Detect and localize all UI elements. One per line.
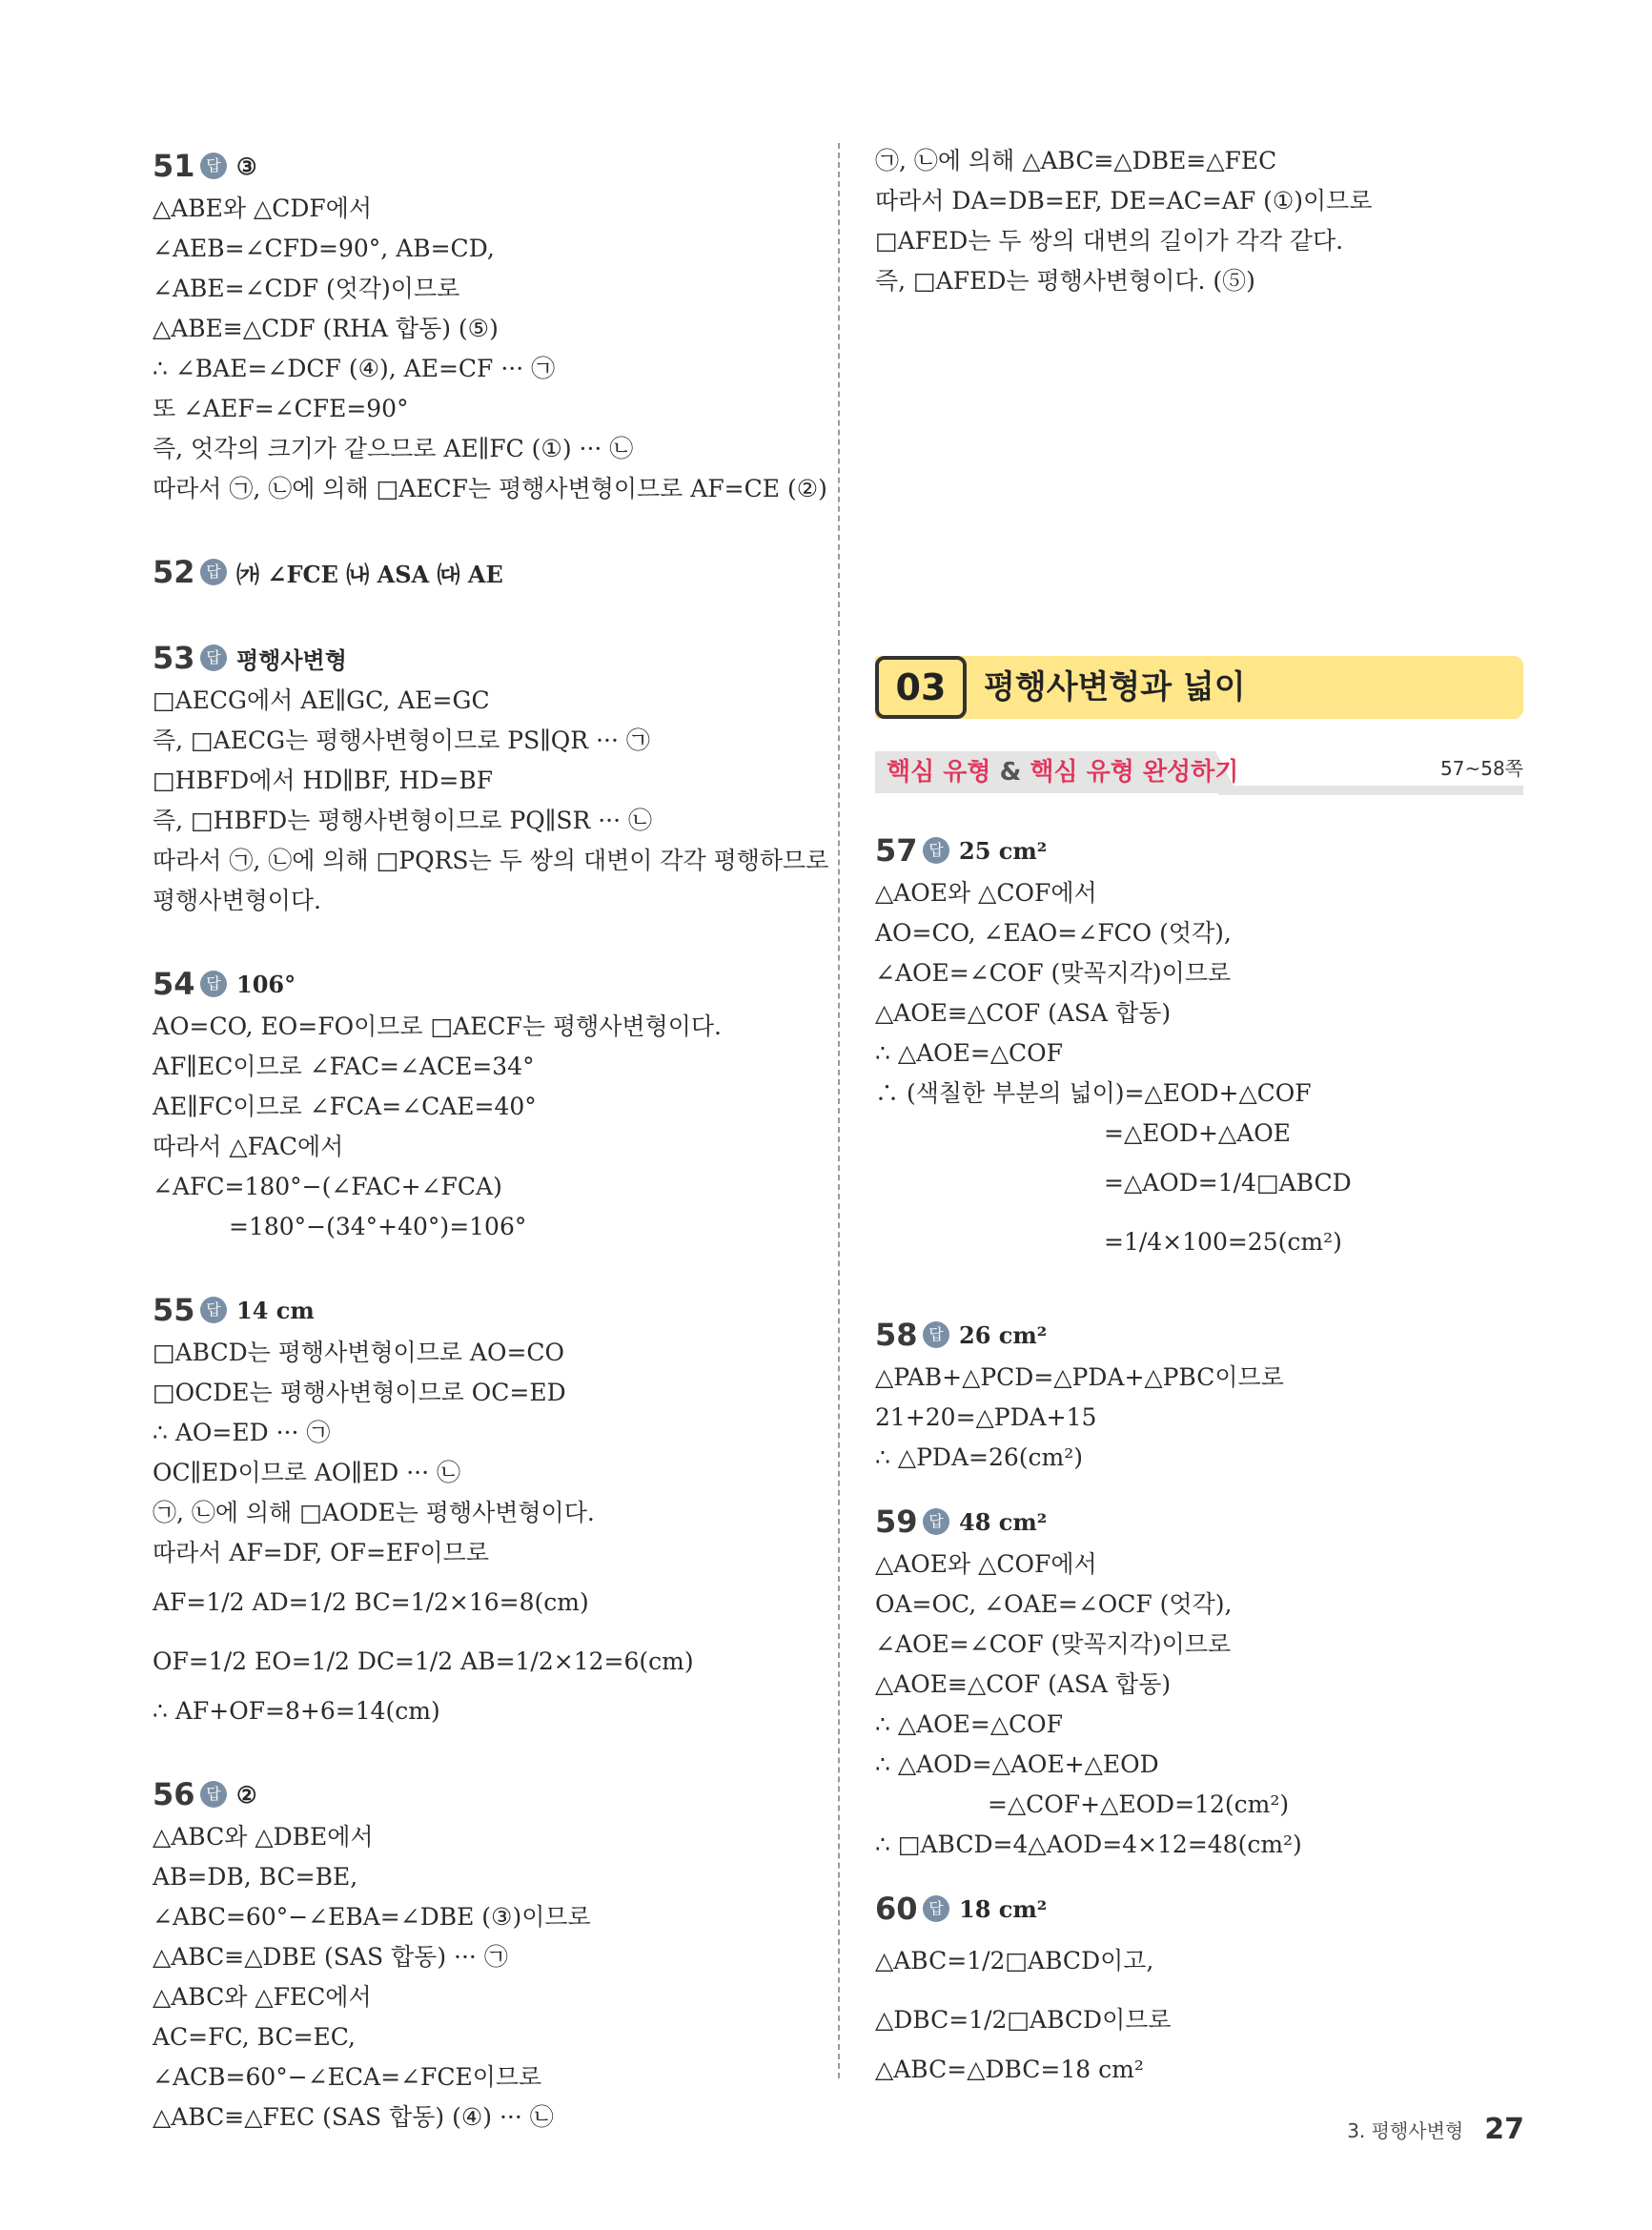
column-divider bbox=[838, 143, 840, 2078]
solution-line: ∴ (색칠한 부분의 넓이)=△EOD+△COF bbox=[875, 1079, 1312, 1107]
problem-59 bbox=[875, 1499, 1523, 1865]
solution-line: AO=CO, EO=FO이므로 □AECF는 평행사변형이다. bbox=[153, 1013, 722, 1040]
solution-line: 즉, □AECG는 평행사변형이므로 PS∥QR ··· ㉠ bbox=[153, 726, 650, 754]
solution-line: ∠ABC=60°−∠EBA=∠DBE (③)이므로 bbox=[153, 1903, 591, 1931]
solution-line: △ABC=1/2□ABCD이고, bbox=[875, 1947, 1154, 1974]
solution-line: ∴ △AOE=△COF bbox=[875, 1039, 1064, 1067]
solution-line: OA=OC, ∠OAE=∠OCF (엇각), bbox=[875, 1590, 1233, 1618]
solution-line: △AOE≡△COF (ASA 합동) bbox=[875, 999, 1172, 1027]
solution-line: 평행사변형이다. bbox=[153, 887, 321, 914]
problem-53 bbox=[153, 635, 829, 921]
solution-line: ∠AFC=180°−(∠FAC+∠FCA) bbox=[153, 1173, 502, 1200]
solution-line: □OCDE는 평행사변형이므로 OC=ED bbox=[153, 1379, 566, 1406]
problem-57 bbox=[875, 828, 1523, 1272]
answer: 106° bbox=[236, 970, 296, 998]
problem-55 bbox=[153, 1287, 820, 1731]
solution-line: △AOE와 △COF에서 bbox=[875, 1550, 1097, 1578]
solution-line: AF=1/2 AD=1/2 BC=1/2×16=8(cm) bbox=[153, 1588, 589, 1616]
answer-badge-icon: 답 bbox=[200, 559, 227, 585]
solution-line: AE∥FC이므로 ∠FCA=∠CAE=40° bbox=[153, 1093, 537, 1120]
problem-56 bbox=[153, 1771, 820, 2138]
problem-number: 51 bbox=[153, 148, 195, 184]
answer-badge-icon: 답 bbox=[923, 837, 949, 864]
solution-line: △ABC≡△FEC (SAS 합동) (④) ··· ㉡ bbox=[153, 2103, 554, 2131]
solution-line: ∴ △AOE=△COF bbox=[875, 1710, 1064, 1738]
answer: 18 cm² bbox=[959, 1894, 1048, 1923]
solution-line: □AECG에서 AE∥GC, AE=GC bbox=[153, 686, 490, 714]
solution-line: △DBC=1/2□ABCD이므로 bbox=[875, 2006, 1172, 2034]
solution-line: △AOE와 △COF에서 bbox=[875, 879, 1097, 907]
section-number: 03 bbox=[875, 656, 967, 719]
solution-line: ∠AOE=∠COF (맞꼭지각)이므로 bbox=[875, 1630, 1232, 1658]
solution-line: OF=1/2 EO=1/2 DC=1/2 AB=1/2×12=6(cm) bbox=[153, 1647, 694, 1675]
answer: 25 cm² bbox=[959, 836, 1048, 865]
solution-line: ∴ AO=ED ··· ㉠ bbox=[153, 1419, 331, 1446]
subsection-header bbox=[875, 751, 1523, 793]
answer-badge-icon: 답 bbox=[923, 1321, 949, 1348]
solution-line: △PAB+△PCD=△PDA+△PBC이므로 bbox=[875, 1363, 1284, 1391]
solution-line: △ABC=△DBC=18 cm² bbox=[875, 2056, 1144, 2083]
solution-line: AB=DB, BC=BE, bbox=[153, 1863, 358, 1891]
page-number: 27 bbox=[1484, 2113, 1524, 2146]
page-footer bbox=[1347, 2113, 1524, 2146]
solution-line: 따라서 ㉠, ㉡에 의해 □PQRS는 두 쌍의 대변이 각각 평행하므로 bbox=[153, 847, 829, 874]
solution-line: ∠ABE=∠CDF (엇각)이므로 bbox=[153, 275, 460, 302]
answer: ㈎ ∠FCE ㈏ ASA ㈐ AE bbox=[236, 560, 503, 588]
problem-number: 54 bbox=[153, 966, 195, 1002]
problem-number: 60 bbox=[875, 1891, 918, 1927]
solution-line: 따라서 DA=DB=EF, DE=AC=AF (①)이므로 bbox=[875, 187, 1373, 215]
section-title: 평행사변형과 넓이 bbox=[984, 668, 1246, 706]
answer: ③ bbox=[236, 152, 257, 180]
answer: 14 cm bbox=[236, 1296, 315, 1324]
section-header bbox=[875, 656, 1523, 719]
solution-line: ㉠, ㉡에 의해 □AODE는 평행사변형이다. bbox=[153, 1499, 595, 1526]
solution-line: =△AOD=1/4□ABCD bbox=[1104, 1169, 1352, 1197]
solution-line: AC=FC, BC=EC, bbox=[153, 2023, 356, 2051]
solution-line: □AFED는 두 쌍의 대변의 길이가 각각 같다. bbox=[875, 227, 1344, 255]
solution-line: =180°−(34°+40°)=106° bbox=[229, 1213, 527, 1240]
answer: 평행사변형 bbox=[236, 645, 347, 674]
solution-line: ∴ □ABCD=4△AOD=4×12=48(cm²) bbox=[875, 1831, 1302, 1858]
solution-line: □ABCD는 평행사변형이므로 AO=CO bbox=[153, 1339, 565, 1366]
solution-line: 따라서 △FAC에서 bbox=[153, 1133, 344, 1160]
problem-number: 56 bbox=[153, 1776, 195, 1812]
answer-badge-icon: 답 bbox=[200, 644, 227, 671]
problem-number: 55 bbox=[153, 1292, 195, 1328]
solution-line: 따라서 AF=DF, OF=EF이므로 bbox=[153, 1539, 489, 1566]
problem-number: 53 bbox=[153, 640, 195, 676]
chapter-label: 3. 평행사변형 bbox=[1347, 2119, 1464, 2142]
solution-line: 또 ∠AEF=∠CFE=90° bbox=[153, 395, 409, 422]
solution-line: ∠AEB=∠CFD=90°, AB=CD, bbox=[153, 235, 495, 262]
problem-54 bbox=[153, 961, 820, 1247]
problem-60 bbox=[875, 1886, 1523, 2090]
solution-line: △ABE와 △CDF에서 bbox=[153, 194, 373, 222]
solution-line: ∠AOE=∠COF (맞꼭지각)이므로 bbox=[875, 959, 1232, 987]
solution-line: ∴ △PDA=26(cm²) bbox=[875, 1443, 1083, 1471]
right-column bbox=[875, 828, 1523, 2090]
solution-line: ∠ACB=60°−∠ECA=∠FCE이므로 bbox=[153, 2063, 542, 2091]
solution-line: 즉, □HBFD는 평행사변형이므로 PQ∥SR ··· ㉡ bbox=[153, 807, 653, 834]
answer-badge-icon: 답 bbox=[200, 1781, 227, 1808]
solution-line: ∴ ∠BAE=∠DCF (④), AE=CF ··· ㉠ bbox=[153, 355, 556, 382]
problem-52 bbox=[153, 549, 820, 595]
answer-badge-icon: 답 bbox=[200, 1297, 227, 1323]
solution-line: =1/4×100=25(cm²) bbox=[1104, 1228, 1342, 1256]
problem-58 bbox=[875, 1312, 1523, 1478]
answer-badge-icon: 답 bbox=[923, 1508, 949, 1535]
right-column-continuation bbox=[875, 141, 1523, 301]
answer-badge-icon: 답 bbox=[923, 1895, 949, 1922]
solution-line: OC∥ED이므로 AO∥ED ··· ㉡ bbox=[153, 1459, 460, 1486]
answer: 48 cm² bbox=[959, 1507, 1048, 1536]
solution-line: 따라서 ㉠, ㉡에 의해 □AECF는 평행사변형이므로 AF=CE (②) bbox=[153, 475, 827, 502]
problem-number: 59 bbox=[875, 1504, 918, 1540]
solution-line: 즉, 엇각의 크기가 같으므로 AE∥FC (①) ··· ㉡ bbox=[153, 435, 634, 462]
solution-line: AO=CO, ∠EAO=∠FCO (엇각), bbox=[875, 919, 1232, 947]
answer: ② bbox=[236, 1780, 257, 1809]
solution-line: △ABC와 △FEC에서 bbox=[153, 1983, 372, 2011]
solution-line: △ABC≡△DBE (SAS 합동) ··· ㉠ bbox=[153, 1943, 508, 1971]
solution-line: △AOE≡△COF (ASA 합동) bbox=[875, 1670, 1172, 1698]
solution-line: =△EOD+△AOE bbox=[1104, 1119, 1291, 1147]
solution-line: □HBFD에서 HD∥BF, HD=BF bbox=[153, 767, 494, 794]
page-range: 57~58쪽 bbox=[1440, 757, 1523, 780]
solution-line: =△COF+△EOD=12(cm²) bbox=[988, 1790, 1290, 1818]
solution-line: △ABC와 △DBE에서 bbox=[153, 1823, 374, 1851]
solution-line: ∴ △AOD=△AOE+△EOD bbox=[875, 1750, 1159, 1778]
solution-line: 21+20=△PDA+15 bbox=[875, 1403, 1097, 1431]
subsection-title: 핵심 유형 & 핵심 유형 완성하기 bbox=[887, 758, 1239, 787]
answer: 26 cm² bbox=[959, 1320, 1048, 1349]
solution-line: △ABE≡△CDF (RHA 합동) (⑤) bbox=[153, 315, 499, 342]
solution-line: ∴ AF+OF=8+6=14(cm) bbox=[153, 1697, 440, 1725]
solution-line: 즉, □AFED는 평행사변형이다. (⑤) bbox=[875, 267, 1255, 295]
solution-line: AF∥EC이므로 ∠FAC=∠ACE=34° bbox=[153, 1053, 535, 1080]
answer-badge-icon: 답 bbox=[200, 153, 227, 179]
left-column bbox=[153, 143, 829, 2138]
answer-badge-icon: 답 bbox=[200, 971, 227, 997]
problem-number: 57 bbox=[875, 832, 918, 869]
solution-line: ㉠, ㉡에 의해 △ABC≡△DBE≡△FEC bbox=[875, 147, 1277, 174]
problem-number: 52 bbox=[153, 554, 195, 590]
problem-51 bbox=[153, 143, 827, 509]
problem-number: 58 bbox=[875, 1317, 918, 1353]
